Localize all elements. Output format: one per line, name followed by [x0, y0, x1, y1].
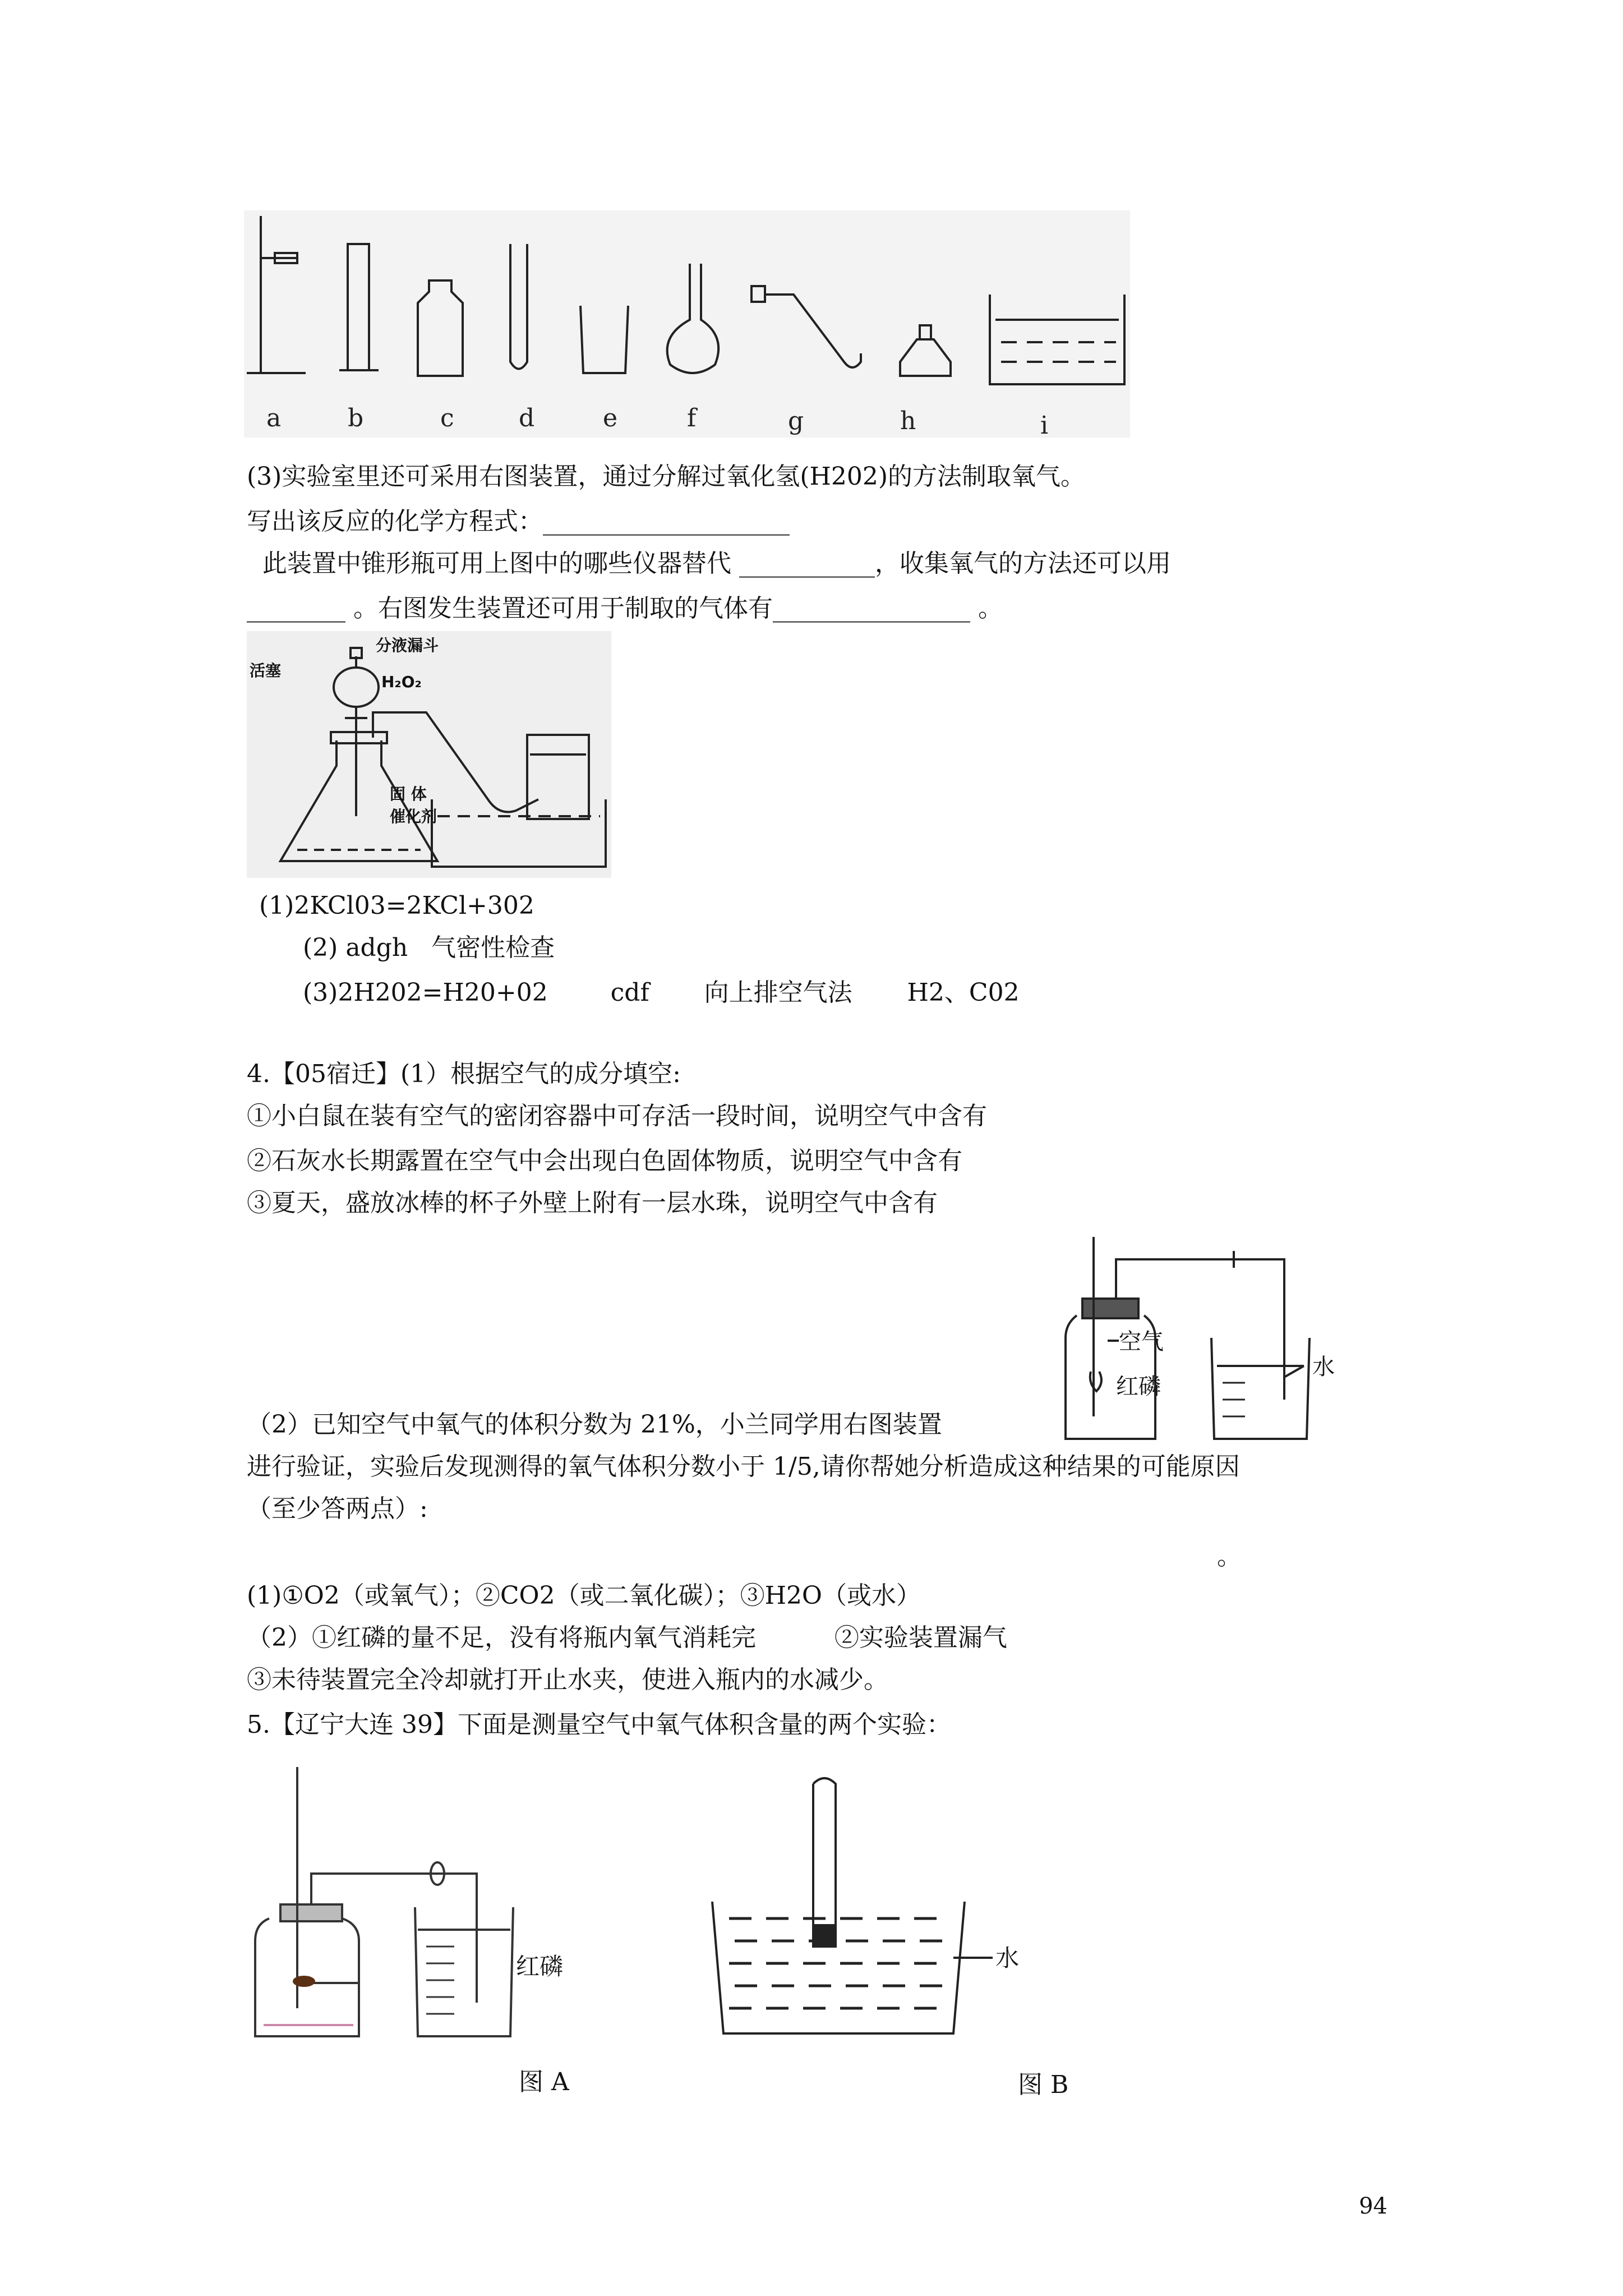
figure-b-label-water: 水	[995, 1944, 1020, 1972]
q4-answer-1: (1)①O2（或氧气）；②CO2（或二氧化碳）；③H2O（或水）	[247, 1581, 921, 1610]
figure-b	[707, 1773, 1054, 2042]
gen-label-funnel: 分液漏斗	[376, 636, 439, 655]
q5-title: 5.【辽宁大连 39】下面是测量空气中氧气体积含量的两个实验：	[247, 1710, 951, 1739]
q4-statement-2: ②石灰水长期露置在空气中会出现白色固体物质，说明空气中含有	[247, 1147, 962, 1175]
q4-answer-2: （2）①红磷的量不足，没有将瓶内氧气消耗完 ②实验装置漏气	[247, 1623, 1007, 1652]
q4-drawing	[1054, 1231, 1368, 1444]
q3-line-2: 写出该反应的化学方程式：____________________	[247, 507, 790, 536]
figure-a	[247, 1761, 606, 2042]
page-number: 94	[1359, 2193, 1387, 2219]
apparatus-label-e: e	[603, 404, 618, 432]
figure-a-label-phosphorus: 红磷	[516, 1953, 564, 1980]
q4-label-water: 水	[1312, 1354, 1335, 1380]
q4-apparatus-figure	[1054, 1231, 1368, 1444]
apparatus-label-i: i	[1040, 411, 1049, 438]
apparatus-label-h: h	[900, 407, 916, 435]
q3-line-3: 此装置中锥形瓶可用上图中的哪些仪器替代 ___________，收集氧气的方法还可以用	[247, 549, 1171, 578]
gen-label-catalyst: 催化剂	[390, 807, 437, 826]
q4-label-phosphorus: 红磷	[1116, 1374, 1161, 1400]
answer-1: (1)2KCl03=2KCl+302	[259, 891, 534, 920]
figure-a-caption: 图 A	[519, 2068, 569, 2096]
apparatus-label-d: d	[519, 404, 535, 432]
q4-end-mark: 。	[1217, 1542, 1242, 1571]
apparatus-figure	[244, 210, 1130, 438]
figure-b-caption: 图 B	[1018, 2070, 1069, 2099]
q4-answer-3: ③未待装置完全冷却就打开止水夹，使进入瓶内的水减少。	[247, 1665, 888, 1694]
q4-statement-1: ①小白鼠在装有空气的密闭容器中可存活一段时间，说明空气中含有	[247, 1102, 987, 1130]
q4-title: 4.【05宿迁】(1）根据空气的成分填空:	[247, 1060, 681, 1088]
generator-drawing	[247, 631, 611, 878]
apparatus-label-g: g	[788, 407, 804, 435]
apparatus-label-a: a	[266, 404, 282, 432]
apparatus-label-b: b	[348, 404, 364, 432]
gen-label-reagent: H₂O₂	[381, 673, 422, 691]
apparatus-label-f: f	[687, 404, 697, 432]
answer-3: (3)2H202=H20+02 cdf 向上排空气法 H2、C02	[303, 978, 1020, 1007]
answer-2: (2) adgh 气密性检查	[303, 933, 555, 962]
figure-a-drawing	[247, 1761, 606, 2042]
q4-part2-line-3: （至少答两点）:	[247, 1494, 428, 1523]
q3-line-1: (3)实验室里还可采用右图装置，通过分解过氧化氢(H202)的方法制取氧气。	[247, 462, 1086, 491]
q4-label-air: 空气	[1119, 1329, 1164, 1355]
q4-part2-line-2: 进行验证，实验后发现测得的氧气体积分数小于 1/5,请你帮她分析造成这种结果的可能原因	[247, 1452, 1240, 1481]
figure-b-drawing	[707, 1773, 1054, 2042]
apparatus-drawing	[244, 210, 1130, 438]
q4-statement-3: ③夏天，盛放冰棒的杯子外壁上附有一层水珠，说明空气中含有	[247, 1189, 938, 1217]
oxygen-generator-figure	[247, 631, 611, 878]
apparatus-label-c: c	[440, 404, 454, 432]
q4-part2-line-1: （2）已知空气中氧气的体积分数为 21%，小兰同学用右图装置	[247, 1410, 942, 1439]
q3-line-4: ________ 。右图发生装置还可用于制取的气体有________________ 。	[247, 594, 1003, 623]
gen-label-stopcock: 活塞	[250, 661, 282, 680]
gen-label-solid: 固 体	[390, 785, 427, 803]
